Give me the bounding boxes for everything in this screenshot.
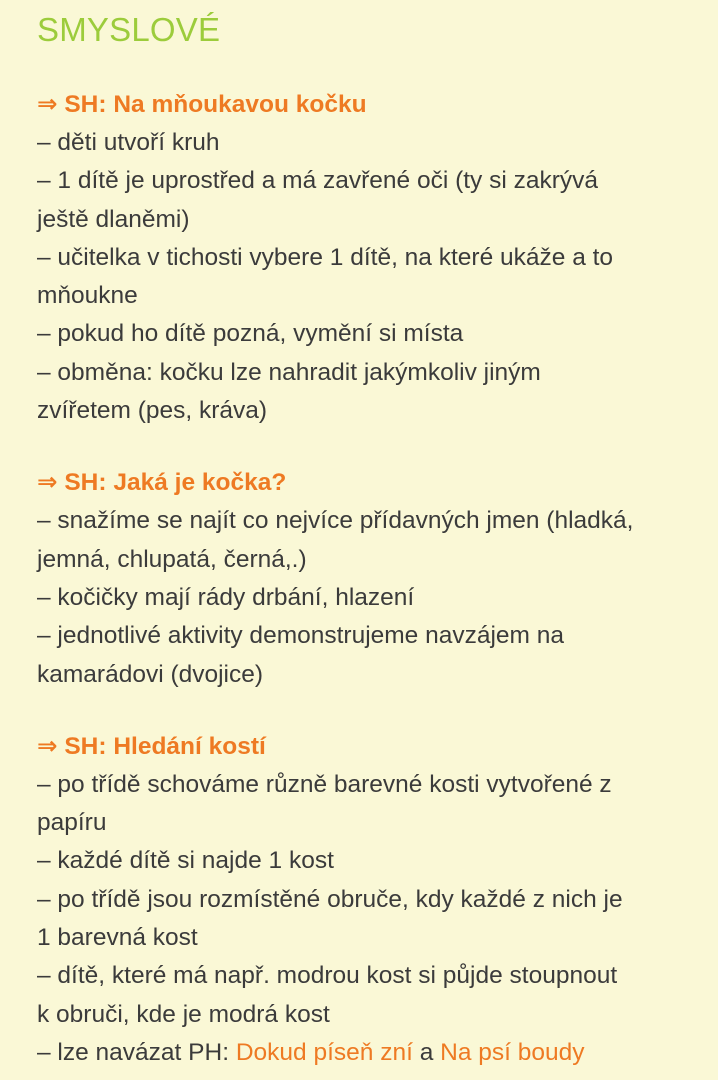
text-line: – každé dítě si najde 1 kost — [37, 847, 334, 875]
text-line-with-links — [37, 1034, 698, 1072]
text-line: k obruči, kde je modrá kost — [37, 1000, 330, 1028]
text-line: ještě dlaněmi) — [37, 205, 190, 233]
text-line: – obměna: kočku lze nahradit jakýmkoliv jiným — [37, 358, 541, 386]
text-line: – 1 dítě je uprostřed a má zavřené oči (ty si zakrývá — [37, 167, 599, 195]
text-line: – snažíme se najít co nejvíce přídavných jmen (hladká, — [37, 507, 634, 535]
text-line: – po třídě jsou rozmístěné obruče, kdy každé z nich je — [37, 885, 623, 913]
text-line: jemná, chlupatá, černá,.) — [37, 545, 307, 573]
section-na-mnoukavou-kocku — [37, 86, 698, 430]
text-line: – děti utvoří kruh — [37, 129, 220, 156]
text-line: – učitelka v tichosti vybere 1 dítě, na které ukáže a to — [37, 243, 614, 271]
link-dokud-pisen-zni[interactable]: Dokud píseň zní — [235, 1038, 413, 1066]
section-title: ⇒ SH: Hledání kostí — [37, 732, 266, 760]
text-line: mňoukne — [37, 282, 138, 310]
text-prefix: – lze navázat PH: — [37, 1038, 236, 1066]
text-conjunction: a — [412, 1038, 441, 1066]
text-line: kamarádovi (dvojice) — [37, 660, 264, 688]
page-heading: SMYSLOVÉ — [37, 11, 221, 48]
text-line: papíru — [37, 809, 107, 837]
section-title: ⇒ SH: Jaká je kočka? — [37, 469, 287, 497]
section-hledani-kosti — [37, 728, 698, 1072]
text-line: – pokud ho dítě pozná, vymění si místa — [37, 320, 464, 348]
text-line: – jednotlivé aktivity demonstrujeme navzájem na — [37, 622, 565, 650]
text-line: zvířetem (pes, kráva) — [37, 397, 268, 425]
section-title: ⇒ SH: Na mňoukavou kočku — [37, 91, 367, 118]
link-na-psi-boudy[interactable]: Na psí boudy — [440, 1038, 585, 1066]
text-line: – dítě, které má např. modrou kost si půjde stoupnout — [37, 962, 618, 990]
text-line: – po třídě schováme různě barevné kosti vytvořené z — [37, 770, 612, 798]
text-line: 1 barevná kost — [37, 924, 198, 952]
text-line: – kočičky mají rády drbání, hlazení — [37, 583, 415, 611]
section-jaka-je-kocka — [37, 464, 698, 693]
